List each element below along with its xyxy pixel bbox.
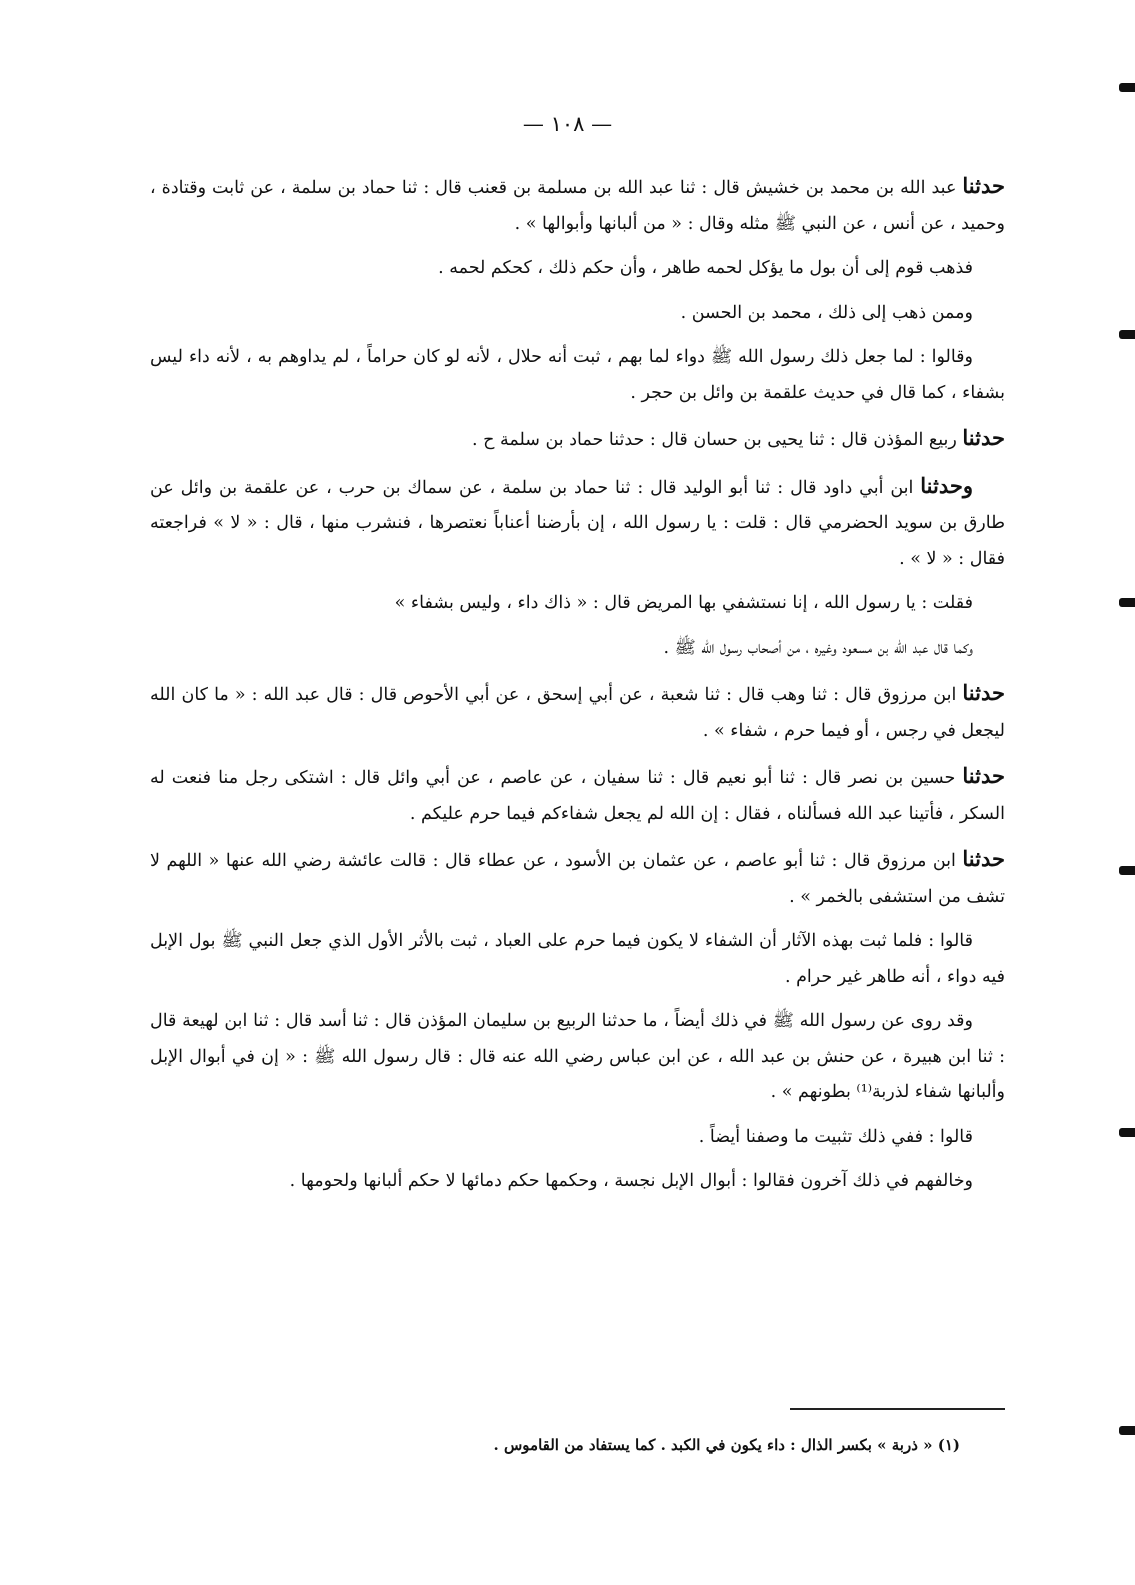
paragraph-text: وممن ذهب إلى ذلك ، محمد بن الحسن .: [680, 302, 973, 323]
binding-mark: [1119, 1128, 1135, 1137]
paragraph-lead: حدثنا: [962, 680, 1005, 705]
paragraph-text: وكما قال عبد الله بن مسعود وغيره ، من أصحاب رسول الله ﷺ .: [663, 637, 973, 658]
paragraph: [150, 251, 1005, 287]
paragraph: [150, 168, 1005, 242]
paragraph-lead: حدثنا: [962, 425, 1005, 450]
paragraph: [150, 758, 1005, 832]
paragraph-lead: حدثنا: [962, 763, 1005, 788]
footnote-divider: [790, 1408, 1005, 1410]
paragraph-lead: وحدثنا: [920, 472, 973, 498]
footnote: (١) « ذربة » بكسر الذال : داء يكون في الكبد . كما يستفاد من القاموس .: [493, 1436, 960, 1454]
paragraph: [150, 841, 1005, 915]
paragraph: [150, 1120, 1005, 1156]
paragraph-lead: حدثنا: [962, 173, 1005, 198]
page-number: — ١٠٨ —: [522, 112, 613, 136]
binding-mark: [1119, 83, 1135, 92]
paragraph-text: قالوا : ففي ذلك تثبيت ما وصفنا أيضاً .: [698, 1126, 973, 1147]
paragraph: [150, 420, 1005, 459]
paragraph: [150, 1164, 1005, 1200]
paragraph-text: ابن أبي داود قال : ثنا أبو الوليد قال : ثنا حماد بن سلمة ، عن سماك بن حرب ، عن علقمة بن وائل عن طارق بن سويد الحضرمي قال : قلت : يا رسول الله ، إن بأرضنا أعناباً نعتصرها ، فنشرب منها ، قال : « لا » فراجعته فقال : « لا » .: [150, 477, 1005, 569]
paragraph: [150, 340, 1005, 411]
paragraph: [150, 586, 1005, 622]
paragraph-text: ابن مرزوق قال : ثنا أبو عاصم ، عن عثمان بن الأسود ، عن عطاء قال : قالت عائشة رضي الله عنها « اللهم لا تشف من استشفى بالخمر » .: [150, 851, 1005, 907]
binding-mark: [1119, 598, 1135, 607]
paragraph: [150, 675, 1005, 749]
binding-mark: [1119, 1426, 1135, 1435]
paragraph-text: فقلت : يا رسول الله ، إنا نستشفي بها المريض قال : « ذاك داء ، وليس بشفاء »: [394, 593, 973, 613]
paragraph: [150, 296, 1005, 332]
paragraph: [150, 924, 1005, 995]
paragraph: [150, 631, 1005, 667]
paragraph-text: وخالفهم في ذلك آخرون فقالوا : أبوال الإبل نجسة ، وحكمها حكم دمائها لا حكم ألبانها ولحومها .: [289, 1171, 973, 1191]
paragraph-text: عبد الله بن محمد بن خشيش قال : ثنا عبد الله بن مسلمة بن قعنب قال : ثنا حماد بن سلمة ، عن ثابت وقتادة ، وحميد ، عن أنس ، عن النبي ﷺ مثله وقال : « من ألبانها وأبوالها » .: [150, 178, 1005, 234]
paragraph-text: حسين بن نصر قال : ثنا أبو نعيم قال : ثنا سفيان ، عن عاصم ، عن أبي وائل قال : اشتكى رجل منا فنعت له السكر ، فأتينا عبد الله فسألناه ، فقال : إن الله لم يجعل شفاءكم فيما حرم عليكم .: [150, 768, 1005, 824]
paragraph-lead: حدثنا: [962, 846, 1005, 871]
paragraph: [150, 468, 1005, 578]
binding-mark: [1119, 330, 1135, 339]
binding-mark: [1119, 866, 1135, 875]
main-text: [150, 168, 1005, 1209]
paragraph-text: وقالوا : لما جعل ذلك رسول الله ﷺ دواء لما بهم ، ثبت أنه حلال ، لأنه لو كان حراماً ، لم يداوهم به ، لأنه داء ليس بشفاء ، كما قال في حديث علقمة بن وائل بن حجر .: [150, 347, 1005, 403]
paragraph-text: ربيع المؤذن قال : ثنا يحيى بن حسان قال : حدثنا حماد بن سلمة ح .: [471, 430, 963, 450]
paragraph-text: فذهب قوم إلى أن بول ما يؤكل لحمه طاهر ، وأن حكم ذلك ، كحكم لحمه .: [438, 258, 973, 278]
paragraph-text: وقد روى عن رسول الله ﷺ في ذلك أيضاً ، ما حدثنا الربيع بن سليمان المؤذن قال : ثنا أسد قال : ثنا ابن لهيعة قال : ثنا ابن هبيرة ، عن حنش بن عبد الله ، عن ابن عباس رضي الله عنه قال : قال رسول الله ﷺ : « إن في أبوال الإبل وألبانها شفاء لذربة⁽¹⁾ بطونهم » .: [150, 1011, 1005, 1102]
paragraph: [150, 1004, 1005, 1111]
paragraph-text: قالوا : فلما ثبت بهذه الآثار أن الشفاء لا يكون فيما حرم على العباد ، ثبت بالأثر الأول الذي جعل النبي ﷺ بول الإبل فيه دواء ، أنه طاهر غير حرام .: [150, 931, 1005, 987]
paragraph-text: ابن مرزوق قال : ثنا وهب قال : ثنا شعبة ، عن أبي إسحق ، عن أبي الأحوص قال : قال عبد الله : « ما كان الله ليجعل في رجس ، أو فيما حرم ، شفاء » .: [150, 685, 1005, 741]
